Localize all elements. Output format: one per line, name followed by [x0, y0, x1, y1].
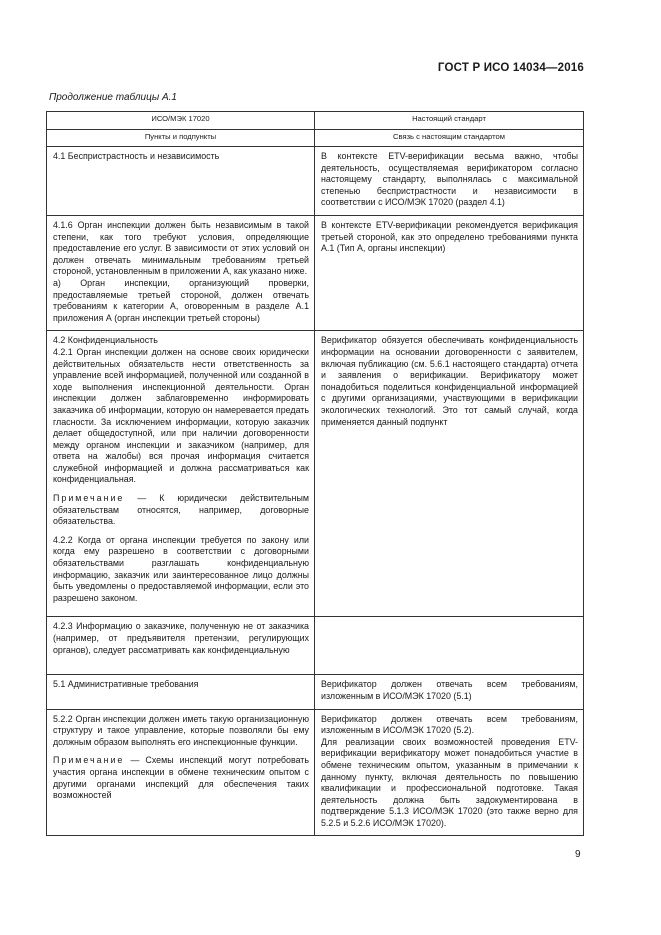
clause-cell: 5.1 Административные требования [47, 675, 315, 709]
subheader-row [47, 130, 584, 147]
clause-cell: 4.2.3 Информацию о заказчике, полученную не от заказчика (например, от предъявителя претензии, регулирующих органов), следует рассматривать как конфиденциальную [47, 617, 315, 675]
relation-cell: Верификатор обязуется обеспечивать конфиденциальность информации на основании договоренности с заявителем, включая публикацию (см. 5.6.1 настоящего стандарта) отчета и заявления о верификации. Верификатору может понадобиться поделиться конфиденциальной информацией с другими организациями, участвующими в верификации экологических технологий. Это тот самый случай, когда применяется данный подпункт [315, 331, 584, 617]
comparison-table [46, 111, 584, 836]
table-row [47, 709, 584, 836]
col-subheader-left: Пункты и подпункты [47, 130, 315, 147]
clause-cell: 4.1 Беспристрастность и независимость [47, 147, 315, 216]
table-row [47, 331, 584, 617]
table-row [47, 617, 584, 675]
table-row [47, 675, 584, 709]
clause-cell: 4.1.6 Орган инспекции должен быть независимым в такой степени, как того требуют условия, определяющие предоставление его услуг. В зависимости от этих условий он должен отвечать минимальным требованиям третьей стороной, установленным в приложении А, как указано ниже. а) Орган инспекции, организующий проверки, предоставляемые третьей стороной, должен отвечать требованиям к категории А, оговоренным в разделе А.1 приложения А (орган инспекции третьей стороны) [47, 216, 315, 331]
col-header-right: Настоящий стандарт [315, 112, 584, 130]
relation-cell: Верификатор должен отвечать всем требованиям, изложенным в ИСО/МЭК 17020 (5.1) [315, 675, 584, 709]
table-row [47, 216, 584, 331]
document-code: ГОСТ Р ИСО 14034—2016 [437, 62, 584, 74]
table-row [47, 147, 584, 216]
clause-cell: 5.2.2 Орган инспекции должен иметь такую организационную структуру и такое управление, которые позволяли бы ему должным образом выполнять его инспекционные функции. Примечание — Схемы инспекций могут потребовать участия органа инспекции в обмене техническим опытом с другими органами инспекций для обеспечения таких возможностей [47, 709, 315, 836]
relation-cell: В контексте ETV-верификации рекомендуется верификация третьей стороной, как это определено требованиями пункта А.1 (Тип А, органы инспекции) [315, 216, 584, 331]
table-caption: Продолжение таблицы А.1 [49, 92, 177, 103]
relation-cell: Верификатор должен отвечать всем требованиям, изложенным в ИСО/МЭК 17020 (5.2). Для реализации своих возможностей проведения ETV-верификации верификатору может понадобиться участие в обмене техническим опытом, указанным в примечании к данному пункту, включая деятельность по повышению квалификации и профессиональной подготовке. Такая деятельность должна быть задокументирована в подтверждение 5.1.3 ИСО/МЭК 17020 (это также верно для 5.2.5 и 5.2.6 ИСО/МЭК 17020). [315, 709, 584, 836]
col-subheader-right: Связь с настоящим стандартом [315, 130, 584, 147]
clause-cell: 4.2 Конфиденциальность 4.2.1 Орган инспекции должен на основе своих юридически действительных обязательств нести ответственность за управление всей информацией, полученной или созданной в ходе выполнения инспекционной деятельности. Орган инспекции должен заблаговременно информировать заказчика об информации, которую он намеревается предать гласности. За исключением информации, которую заказчик делает общедоступной, или при наличии договоренности между органом инспекции и заказчиком (например, для ответа на жалобы) вся прочая информация считается служебной информацией и должна рассматриваться как конфиденциальная. Примечание — К юридически действительным обязательствам относятся, например, договорные обязательства. 4.2.2 Когда от органа инспекции требуется по закону или когда ему разрешено в соответствии с договорными обязательствами разглашать конфиденциальную информацию, заказчик или заинтересованное лицо должны быть уведомлены о предоставляемой информации, если это разрешено законом. [47, 331, 315, 617]
relation-cell [315, 617, 584, 675]
note: Примечание — К юридически действительным обязательствам относятся, например, договорные обязательства. [53, 493, 309, 527]
page-number: 9 [575, 849, 581, 860]
header-row [47, 112, 584, 130]
col-header-left: ИСО/МЭК 17020 [47, 112, 315, 130]
note: Примечание — Схемы инспекций могут потребовать участия органа инспекции в обмене техническим опытом с другими органами инспекций для обеспечения таких возможностей [53, 755, 309, 801]
relation-cell: В контексте ETV-верификации весьма важно, чтобы деятельность, осуществляемая верификатором согласно настоящему стандарту, выполнялась с максимальной степенью беспристрастности и независимости в соответствии с ИСО/МЭК 17020 (раздел 4.1) [315, 147, 584, 216]
